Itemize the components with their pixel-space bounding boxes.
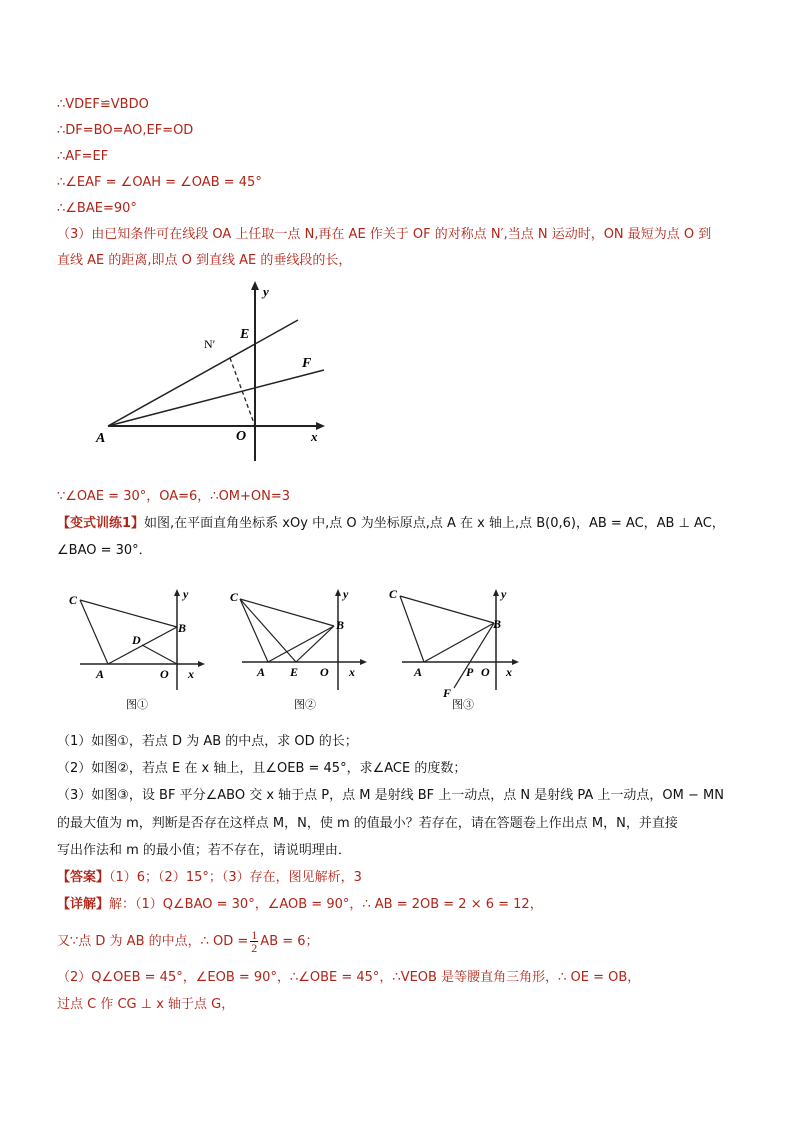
figure-1 — [64, 584, 214, 714]
question-2: （2）如图②，若点 E 在 x 轴上，且∠OEB = 45°，求∠ACE 的度数； — [57, 761, 467, 776]
solution-line-2-post: AB = 6； — [260, 934, 319, 949]
proof-line-1: ∴VDEF≌VBDO — [57, 97, 149, 112]
f2-caption: 图② — [294, 699, 316, 711]
answer-text: （1）6；（2）15°；（3）存在，图见解析，3 — [109, 870, 362, 885]
proof-line-7: 直线 AE 的距离,即点 O 到直线 AE 的垂线段的长， — [57, 253, 352, 268]
proof-line-5: ∴∠BAE=90° — [57, 201, 137, 216]
f1-label-y: y — [183, 587, 189, 601]
label-N-prime: N′ — [204, 337, 216, 351]
f3-label-F: F — [443, 686, 452, 700]
question-1: （1）如图①，若点 D 为 AB 的中点，求 OD 的长； — [57, 734, 358, 749]
f3-label-B: B — [493, 617, 502, 631]
question-3-line-2: 的最大值为 m，判断是否存在这样点 M，N，使 m 的值最小？若存在，请在答题卷上作出点 M，N，并直接 — [57, 816, 678, 831]
answer-line — [57, 869, 362, 887]
label-F: F — [302, 356, 312, 371]
f1-label-C: C — [69, 593, 78, 607]
answer-tag: 【答案】 — [57, 870, 110, 885]
f3-label-A: A — [414, 665, 423, 679]
f3-label-C: C — [389, 587, 398, 601]
fraction-one-half — [250, 929, 258, 954]
f1-label-A: A — [96, 667, 105, 681]
f2-label-A: A — [257, 665, 266, 679]
question-3-line-1: （3）如图③，设 BF 平分∠ABO 交 x 轴于点 P，点 M 是射线 BF 上一动点，点 N 是射线 PA 上一动点，OM − MN — [57, 788, 724, 803]
solution-line-2 — [57, 929, 319, 954]
exercise-angle: ∠BAO = 30°． — [57, 543, 152, 558]
fraction-denominator: 2 — [251, 941, 258, 955]
label-x: x — [311, 429, 318, 444]
label-A: A — [96, 431, 106, 446]
label-O: O — [236, 429, 247, 444]
f2-label-E: E — [290, 665, 299, 679]
solution-line-2-pre: 又∵点 D 为 AB 的中点，∴ OD = — [57, 934, 249, 949]
f1-caption: 图① — [126, 699, 148, 711]
f1-label-x: x — [188, 667, 194, 681]
solution-line-3: （2）Q∠OEB = 45°，∠EOB = 90°，∴∠OBE = 45°，∴VEOB 是等腰直角三角形，∴ OE = OB， — [57, 970, 641, 985]
proof-line-4: ∴∠EAF = ∠OAH = ∠OAB = 45° — [57, 175, 262, 190]
fraction-numerator: 1 — [251, 928, 258, 942]
label-y: y — [263, 284, 269, 299]
given-line: ∵∠OAE = 30°，OA=6，∴OM+ON=3 — [57, 489, 291, 504]
f3-label-P: P — [466, 665, 474, 679]
f2-label-x: x — [349, 665, 355, 679]
f3-caption: 图③ — [452, 699, 474, 711]
main-figure — [90, 278, 340, 468]
f3-label-y: y — [501, 587, 507, 601]
figure-3 — [386, 584, 536, 714]
f1-label-D: D — [132, 633, 141, 647]
f1-label-O: O — [160, 667, 169, 681]
detail-tag: 【详解】 — [57, 897, 110, 912]
f1-label-B: B — [178, 621, 187, 635]
proof-line-6: （3）由已知条件可在线段 OA 上任取一点 N,再在 AE 作关于 OF 的对称点 N′,当点 N 运动时，ON 最短为点 O 到 — [57, 227, 712, 242]
solution-line-4: 过点 C 作 CG ⊥ x 轴于点 G， — [57, 997, 235, 1012]
label-E: E — [240, 327, 250, 342]
exercise-intro — [57, 515, 725, 533]
detail-text: 解：（1）Q∠BAO = 30°，∠AOB = 90°，∴ AB = 2OB = 2 × 6 = 12， — [109, 897, 543, 912]
f2-label-y: y — [343, 587, 349, 601]
exercise-text: 如图,在平面直角坐标系 xOy 中,点 O 为坐标原点,点 A 在 x 轴上,点 B(0,6)，AB = AC，AB ⊥ AC， — [144, 516, 725, 531]
f3-label-x: x — [506, 665, 512, 679]
figure-2 — [226, 584, 376, 714]
exercise-tag: 【变式训练1】 — [57, 516, 145, 531]
f2-label-C: C — [230, 590, 239, 604]
proof-line-3: ∴AF=EF — [57, 149, 109, 164]
f3-label-O: O — [481, 665, 490, 679]
detail-line — [57, 896, 543, 914]
question-3-line-3: 写出作法和 m 的最小值；若不存在，请说明理由． — [57, 843, 351, 858]
proof-line-2: ∴DF=BO=AO,EF=OD — [57, 123, 194, 138]
f2-label-B: B — [336, 618, 345, 632]
f2-label-O: O — [320, 665, 329, 679]
